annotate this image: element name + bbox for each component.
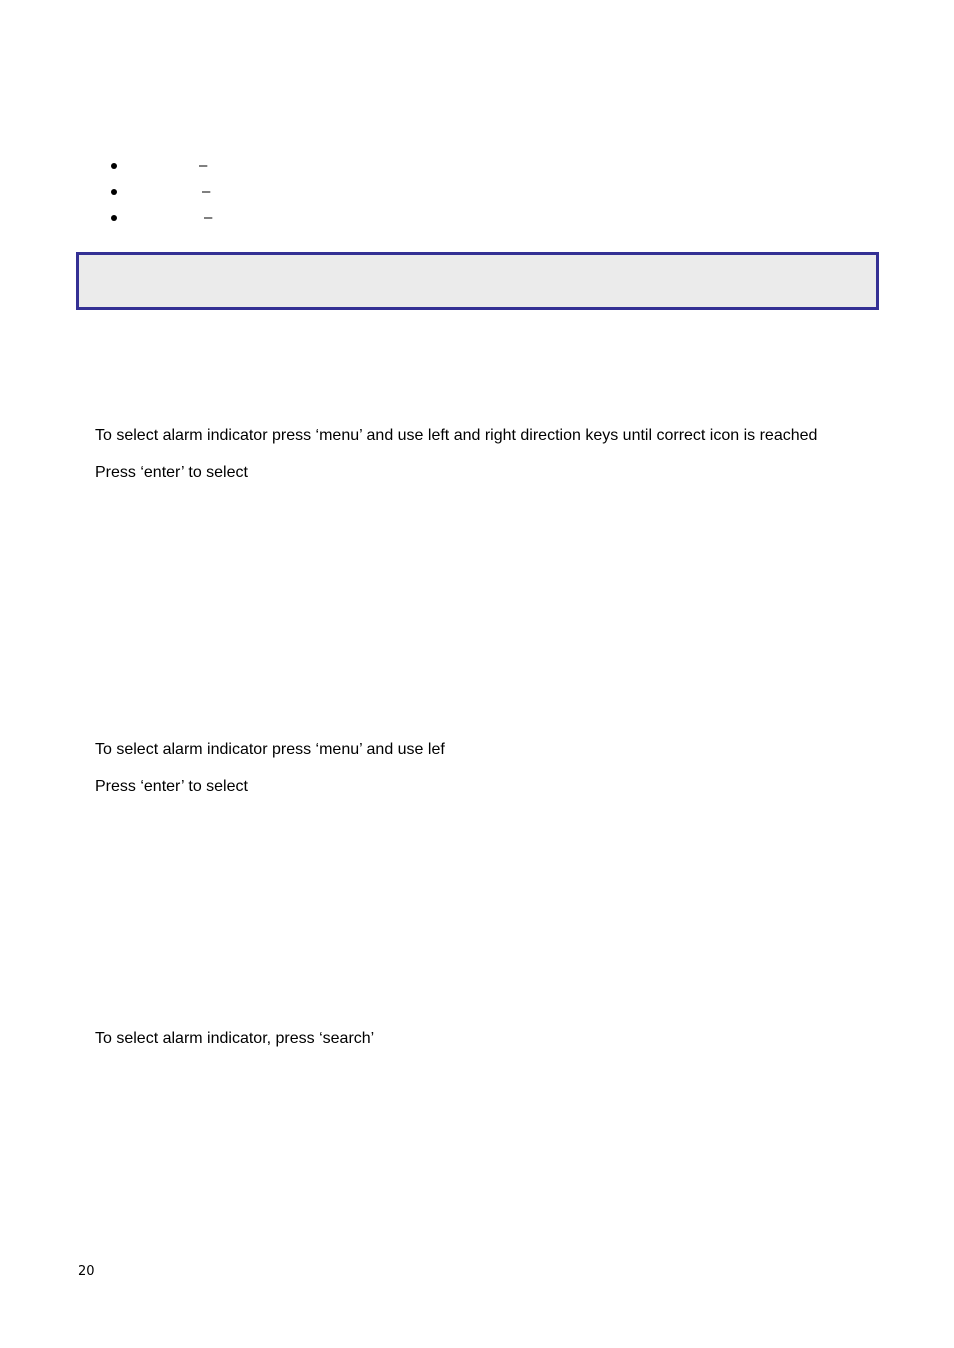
list-item: [0, 158, 300, 178]
bullet-dash: –: [202, 183, 211, 200]
list-item: [0, 210, 300, 230]
bullet-icon: [111, 215, 117, 221]
instruction-text: Press ‘enter’ to select: [95, 464, 248, 481]
list-item: [0, 184, 300, 204]
page-number: 20: [78, 1264, 95, 1279]
bullet-icon: [111, 163, 117, 169]
instruction-text: Press ‘enter’ to select: [95, 778, 248, 795]
bullet-dash: –: [204, 209, 213, 226]
instruction-text: To select alarm indicator press ‘menu’ and use lef: [95, 741, 445, 758]
instruction-text: To select alarm indicator, press ‘search’: [95, 1030, 375, 1047]
bullet-dash: –: [199, 157, 208, 174]
highlight-box: [76, 252, 879, 310]
instruction-text: To select alarm indicator press ‘menu’ and use left and right direction keys until correct icon is reached: [95, 427, 818, 444]
bullet-icon: [111, 189, 117, 195]
